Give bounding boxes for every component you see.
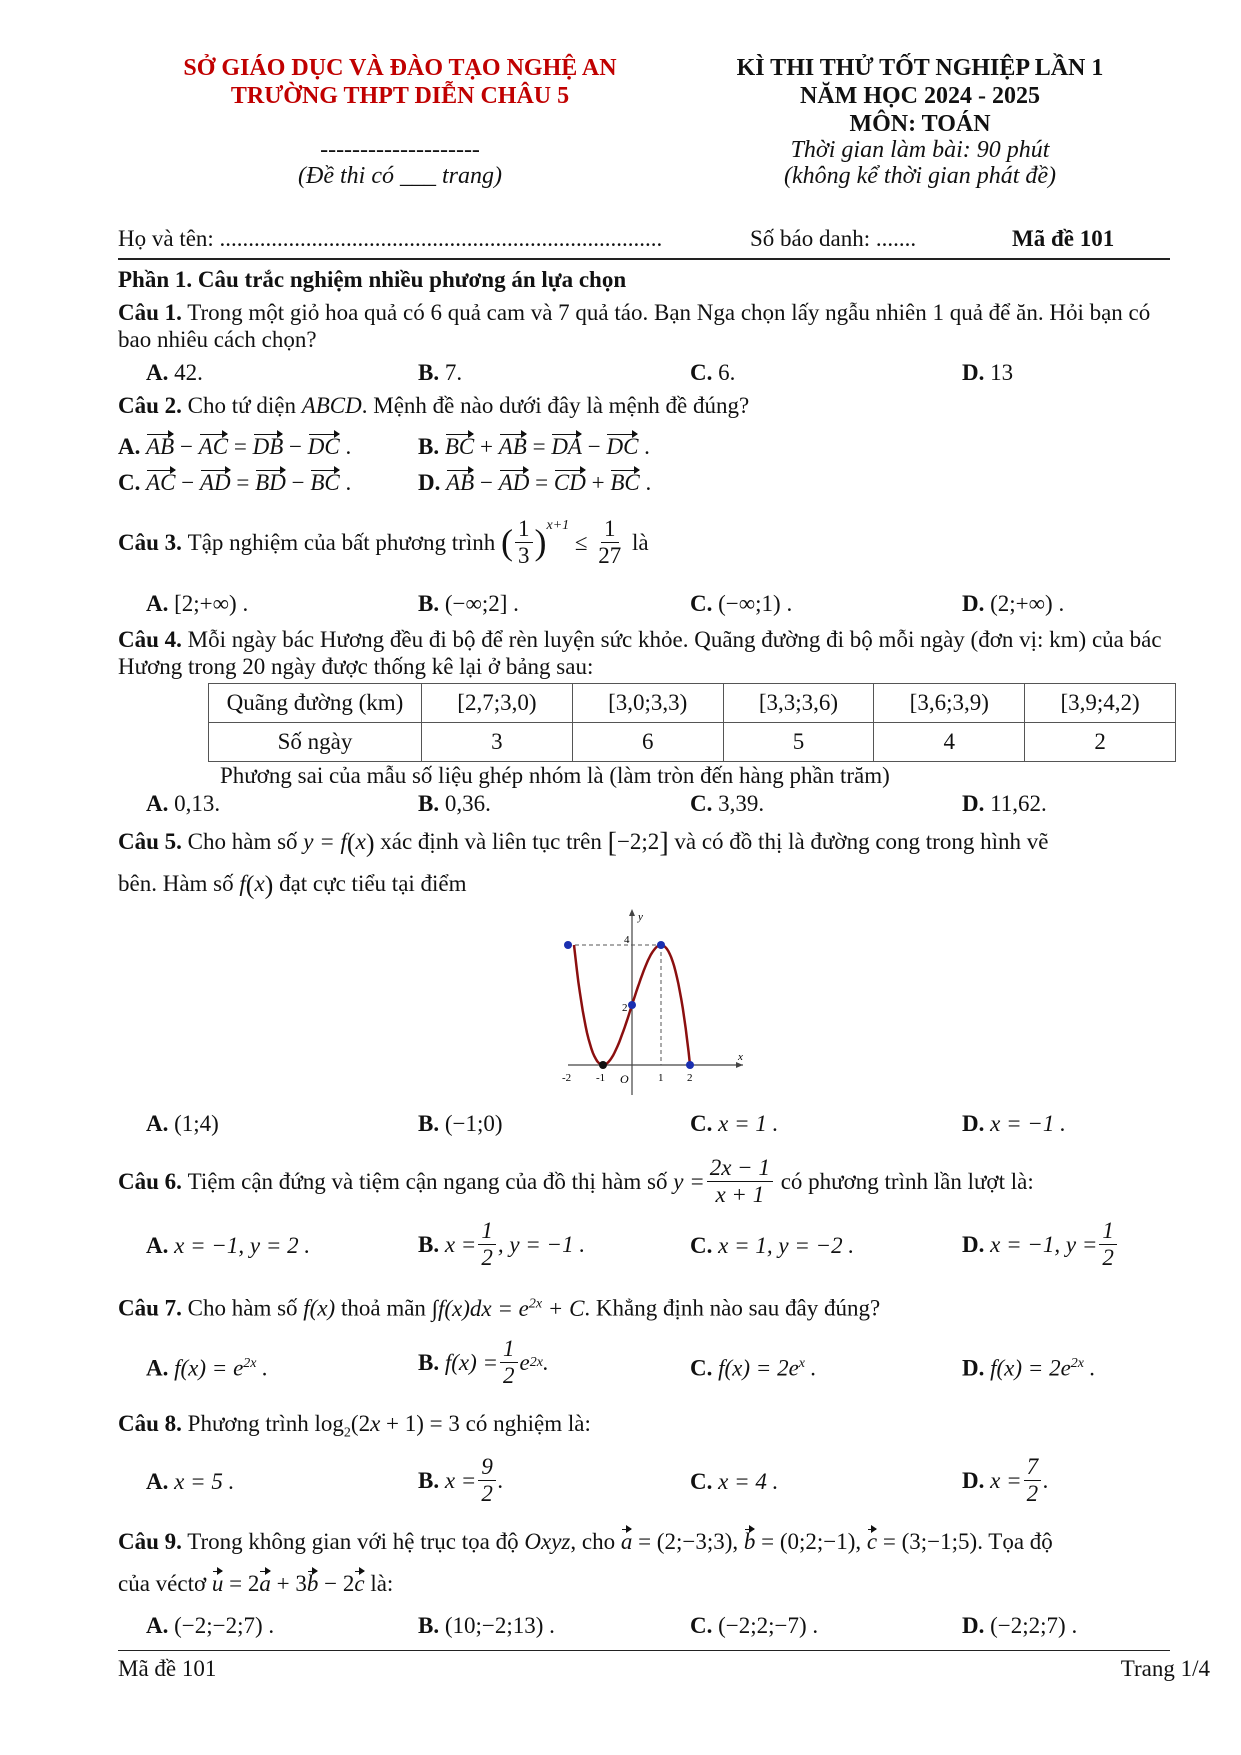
q5-c-text: x = 1 . [718, 1111, 779, 1136]
point-left-end [564, 941, 572, 949]
q8-option-b[interactable]: B. x = $\frac{9}{2}$ . [418, 1454, 504, 1506]
q1-c-text: 6. [718, 360, 736, 385]
q5-a-text: (1;4) [174, 1111, 219, 1136]
table-cell: 3 [422, 723, 573, 762]
table-cell: [3,9;4,2) [1025, 684, 1176, 723]
distance-table [208, 683, 1176, 762]
q5-text1: Cho hàm số [187, 829, 298, 854]
q9-text-pre: Trong không gian với hệ trục tọa độ [187, 1529, 519, 1554]
pages-note: (Đề thi có ___ trang) [298, 163, 502, 189]
q8-option-c[interactable]: C. x = 4 . [690, 1469, 779, 1494]
q6-text-pre: Tiệm cận đứng và tiệm cận ngang của đồ thị hàm số [187, 1168, 668, 1194]
q2-text-math: ABCD [301, 393, 362, 418]
q5-label: Câu 5. [118, 829, 182, 854]
question-2 [118, 392, 1188, 419]
q3-option-b[interactable]: B. (−∞;2] . [418, 591, 519, 616]
table-cell: 4 [874, 723, 1025, 762]
section-title: Phần 1. Câu trắc nghiệm nhiều phương án lựa chọn [118, 267, 627, 292]
table-cell: 5 [723, 723, 874, 762]
q4-d-text: 11,62. [990, 791, 1047, 816]
table-cell: [3,6;3,9) [874, 684, 1025, 723]
q1-d-text: 13 [990, 360, 1014, 385]
y-axis-arrow [629, 909, 635, 916]
table-cell: 2 [1025, 723, 1176, 762]
q9-c-text: (−2;2;−7) . [718, 1613, 819, 1638]
q4-text: Mỗi ngày bác Hương đều đi bộ để rèn luyện sức khỏe. Quãng đường đi bộ mỗi ngày (đơn vị: km) của bác Hương trong 20 ngày được thống kê lại ở bảng sau: [118, 627, 1162, 679]
point-right-end [686, 1061, 694, 1069]
q2-option-b[interactable]: B. BC + AB = DA − DC . [418, 434, 650, 459]
q4-a-text: 0,13. [174, 791, 221, 816]
tick-label: -1 [596, 1072, 606, 1084]
time-limit: Thời gian làm bài: 90 phút [790, 137, 1050, 163]
question-5-cont: bên. Hàm số f(x) đạt cực tiểu tại điểm [118, 870, 467, 900]
question-1 [118, 299, 1188, 353]
q9-d-text: (−2;2;7) . [990, 1613, 1078, 1638]
q5-text3: và có đồ thị là đường cong trong hình vẽ [674, 829, 1049, 854]
school-year: NĂM HỌC 2024 - 2025 [800, 83, 1040, 109]
q9-b-text: (10;−2;13) . [444, 1613, 555, 1638]
q3-option-c[interactable]: C. (−∞;1) . [690, 591, 793, 616]
q9-text2: của véctơ [118, 1571, 207, 1596]
q4-b-text: 0,36. [444, 791, 491, 816]
q9-text-post: . Tọa độ [977, 1529, 1053, 1554]
q3-label: Câu 3. [118, 529, 182, 555]
name-field: Họ và tên: ............................................................................. [118, 226, 663, 251]
q2-label: Câu 2. [118, 393, 182, 418]
q5-option-b[interactable]: B. (−1;0) [418, 1111, 503, 1136]
q8-text-pre: Phương trình [187, 1411, 309, 1436]
q5-option-a[interactable]: A. (1;4) [146, 1111, 219, 1136]
q1-option-c[interactable]: C. 6. [690, 360, 736, 385]
header-dashes: -------------------- [320, 137, 480, 163]
exam-title: KÌ THI THỬ TỐT NGHIỆP LẦN 1 [736, 55, 1104, 81]
q6-option-a[interactable]: A. x = −1, y = 2 . [146, 1233, 311, 1258]
q9-text3: là: [370, 1571, 394, 1596]
q9-option-a[interactable]: A. (−2;−2;7) . [146, 1613, 275, 1638]
q3-c-text: (−∞;1) . [718, 591, 793, 616]
q2-text-pre: Cho tứ diện [187, 393, 296, 418]
department-name: SỞ GIÁO DỤC VÀ ĐÀO TẠO NGHỆ AN [183, 55, 617, 81]
footer-page-number: Trang 1/4 [1120, 1656, 1210, 1681]
footer-rule [118, 1650, 1170, 1651]
q4-option-b[interactable]: B. 0,36. [418, 791, 491, 816]
question-5: Câu 5. Cho hàm số y = f(x) xác định và liên tục trên [−2;2] và có đồ thị là đường cong trong hình vẽ [118, 827, 1049, 859]
q9-option-c[interactable]: C. (−2;2;−7) . [690, 1613, 819, 1638]
exam-code: Mã đề 101 [1012, 226, 1115, 251]
question-7: Câu 7. Cho hàm số f(x) thoả mãn $\int f(x)dx = e^{2x} + C$. Khẳng định nào sau đây đúng? [118, 1295, 881, 1321]
q9-text-mid: , cho [570, 1529, 616, 1554]
q1-text: Trong một giỏ hoa quả có 6 quả cam và 7 quả táo. Bạn Nga chọn lấy ngẫu nhiên 1 quả để ăn. Hỏi bạn có bao nhiêu cách chọn? [118, 300, 1151, 352]
table-header-days: Số ngày [209, 723, 422, 762]
y-axis-label: y [638, 911, 643, 923]
q3-a-text: [2;+∞) . [174, 591, 249, 616]
q8-option-d[interactable]: D. x = $\frac{7}{2}$ . [962, 1454, 1049, 1506]
tick-label: 1 [658, 1072, 664, 1084]
q8-label: Câu 8. [118, 1411, 182, 1436]
q9-option-b[interactable]: B. (10;−2;13) . [418, 1613, 555, 1638]
point-y-intercept [628, 1001, 636, 1009]
q6-option-b[interactable]: B. x = $\frac{1}{2}$ , y = −1 . [418, 1218, 586, 1270]
q6-a-text: x = −1, y = 2 . [174, 1233, 311, 1258]
q6-option-d[interactable]: D. x = −1, y = $\frac{1}{2}$ [962, 1218, 1119, 1271]
q8-c-text: x = 4 . [718, 1469, 779, 1494]
tick-label: 2 [622, 1002, 628, 1014]
q7-label: Câu 7. [118, 1295, 182, 1321]
q1-a-text: 42. [174, 360, 203, 385]
question-9-cont: của véctơ u = 2a + 3b − 2c là: [118, 1571, 394, 1596]
q5-b-text: (−1;0) [444, 1111, 503, 1136]
q4-option-c[interactable]: C. 3,39. [690, 791, 765, 816]
q2-text-post: . Mệnh đề nào dưới đây là mệnh đề đúng? [361, 393, 750, 418]
q5-d-text: x = −1 . [990, 1111, 1066, 1136]
q2-option-a[interactable]: A. AB − AC = DB − DC . [118, 434, 352, 459]
question-8: Câu 8. Phương trình $\log_2(2x + 1) = 3$ có nghiệm là: [118, 1411, 591, 1441]
q1-option-d[interactable]: D. 13 [962, 360, 1014, 385]
tick-label: 2 [687, 1072, 693, 1084]
q9-label: Câu 9. [118, 1529, 182, 1554]
q5-option-d[interactable]: D. x = −1 . [962, 1111, 1066, 1136]
q6-text-post: có phương trình lần lượt là: [780, 1168, 1034, 1194]
q3-option-a[interactable]: A. [2;+∞) . [146, 591, 249, 616]
q3-text-post: là [632, 529, 649, 555]
q3-d-text: (2;+∞) . [990, 591, 1065, 616]
q6-option-c[interactable]: C. x = 1, y = −2 . [690, 1233, 855, 1258]
question-9: Câu 9. Trong không gian với hệ trục tọa độ Oxyz, cho a = (2;−3;3), b = (0;2;−1), c = (3;−1;5). Tọa độ [118, 1529, 1053, 1554]
q7-option-c[interactable]: C. $f(x) = 2e^x$ . [690, 1355, 817, 1381]
q1-label: Câu 1. [118, 300, 182, 325]
table-header-distance: Quãng đường (km) [209, 684, 422, 723]
q5-text2: xác định và liên tục trên [380, 829, 602, 854]
table-row [209, 723, 1176, 762]
q4-prompt: Phương sai của mẫu số liệu ghép nhóm là (làm tròn đến hàng phần trăm) [220, 763, 890, 788]
tick-label: -2 [562, 1072, 572, 1084]
q5-text4: bên. Hàm số [118, 871, 234, 896]
q1-option-a[interactable]: A. 42. [146, 360, 203, 385]
q5-option-c[interactable]: C. x = 1 . [690, 1111, 779, 1136]
point-maximum [657, 941, 665, 949]
origin-label: O [620, 1072, 629, 1086]
table-cell: 6 [572, 723, 723, 762]
q9-option-d[interactable]: D. (−2;2;7) . [962, 1613, 1078, 1638]
q7-text-post: . Khẳng định nào sau đây đúng? [584, 1295, 881, 1321]
q8-option-a[interactable]: A. x = 5 . [146, 1469, 235, 1494]
q4-label: Câu 4. [118, 627, 182, 652]
q4-option-a[interactable]: A. 0,13. [146, 791, 221, 816]
point-minimum [599, 1061, 607, 1069]
q9-a-text: (−2;−2;7) . [174, 1613, 275, 1638]
table-row [209, 684, 1176, 723]
table-cell: [3,3;3,6) [723, 684, 874, 723]
question-4 [118, 626, 1188, 680]
school-name: TRƯỜNG THPT DIỄN CHÂU 5 [230, 83, 570, 109]
subject: MÔN: TOÁN [849, 111, 991, 137]
q8-a-text: x = 5 . [174, 1469, 235, 1494]
time-note: (không kể thời gian phát đề) [783, 163, 1057, 189]
q5-text5: đạt cực tiểu tại điểm [279, 871, 467, 896]
q1-b-text: 7. [444, 360, 463, 385]
table-cell: [2,7;3,0) [422, 684, 573, 723]
footer-exam-code: Mã đề 101 [118, 1656, 217, 1681]
q7-option-a[interactable]: A. $f(x) = e^{2x}$ . [146, 1355, 268, 1381]
q3-option-d[interactable]: D. (2;+∞) . [962, 591, 1065, 616]
q2-option-c[interactable]: C. AC − AD = BD − BC . [118, 470, 352, 495]
q7-text-mid: thoả mãn [340, 1295, 426, 1321]
q6-c-text: x = 1, y = −2 . [718, 1233, 855, 1258]
tick-label: 4 [624, 934, 630, 946]
x-axis-label: x [738, 1051, 743, 1063]
q8-text-post: có nghiệm là: [465, 1411, 591, 1436]
question-6: Câu 6. Tiệm cận đứng và tiệm cận ngang của đồ thị hàm số y = $\frac{2x - 1}{x + 1}$ có phương trình lần lượt là: [118, 1154, 1034, 1207]
q6-label: Câu 6. [118, 1168, 182, 1194]
question-3: Câu 3. Tập nghiệm của bất phương trình ( $\frac{1}{3}$ ) $^{x+1}$ ≤ $\frac{1}{27}$ là [118, 515, 649, 568]
header-rule [118, 258, 1170, 260]
q7-option-b[interactable]: B. f(x) = $\frac{1}{2}$ e 2x . [418, 1336, 549, 1388]
q7-text-pre: Cho hàm số [187, 1295, 298, 1321]
table-cell: [3,0;3,3) [572, 684, 723, 723]
q4-option-d[interactable]: D. 11,62. [962, 791, 1047, 816]
function-graph [548, 905, 748, 1100]
q2-option-d[interactable]: D. AB − AD = CD + BC . [418, 470, 652, 495]
q7-option-d[interactable]: D. $f(x) = 2e^{2x}$ . [962, 1355, 1096, 1381]
q1-option-b[interactable]: B. 7. [418, 360, 463, 385]
q4-c-text: 3,39. [718, 791, 765, 816]
q3-text-pre: Tập nghiệm của bất phương trình [187, 529, 496, 555]
q3-b-text: (−∞;2] . [444, 591, 519, 616]
student-id-field: Số báo danh: ....... [750, 226, 917, 251]
